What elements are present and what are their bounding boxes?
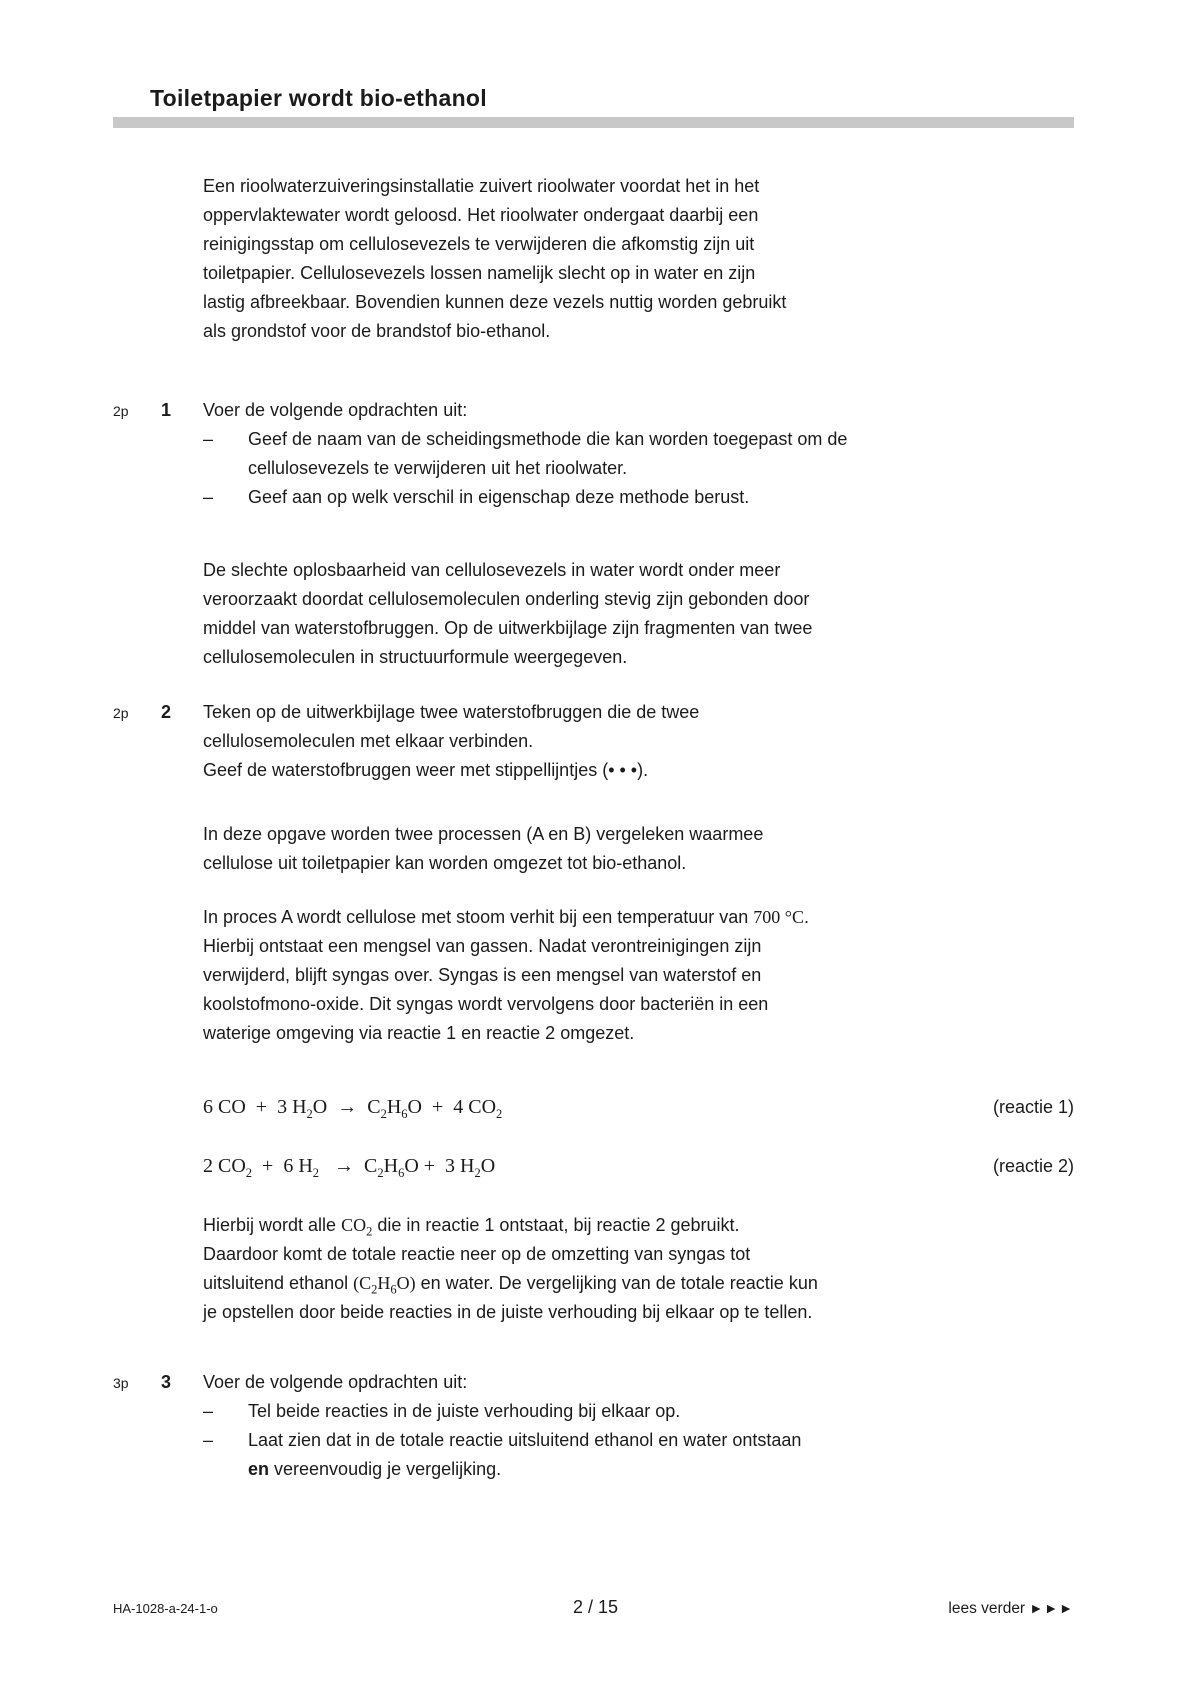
question-2 <box>113 698 1074 785</box>
reaction-2-label: (reactie 2) <box>992 1156 1074 1176</box>
question-2-number: 2 <box>161 702 172 722</box>
list-item <box>203 483 1074 512</box>
hydrogen-bonds-paragraph: De slechte oplosbaarheid van cellulosevezels in water wordt onder meer veroorzaakt doordat cellulosemoleculen onderling stevig zijn gebonden door middel van waterstofbruggen. Op de uitwerkbijlage zijn fragmenten van twee cellulosemoleculen in structuurformule weergegeven. <box>203 560 813 667</box>
question-1 <box>113 396 1074 512</box>
question-1-bullet-2: Geef aan op welk verschil in eigenschap deze methode berust. <box>248 487 750 507</box>
list-item <box>203 1397 1074 1426</box>
question-2-stem: Teken op de uitwerkbijlage twee waterstofbruggen die de twee cellulosemoleculen met elkaar verbinden. Geef de waterstofbruggen weer met stippellijntjes (• • •). <box>203 702 700 780</box>
question-1-points: 2p <box>113 403 129 419</box>
list-item <box>203 425 1074 483</box>
continue-text: lees verder <box>948 1600 1026 1617</box>
bullet-dash: – <box>203 1401 214 1421</box>
process-a-paragraph: In proces A wordt cellulose met stoom verhit bij een temperatuur van 700 °C. Hierbij ontstaat een mengsel van gassen. Nadat verontreinigingen zijn verwijderd, blijft syngas over. Syngas is een mengsel van waterstof en koolstofmono-oxide. Dit syngas wordt vervolgens door bacteriën in een waterige omgeving via reactie 1 en reactie 2 omgezet. <box>203 907 810 1043</box>
reaction-1-row <box>203 1093 1074 1122</box>
continue-arrows-icon: ►►► <box>1029 1600 1074 1616</box>
intro-paragraph: Een rioolwaterzuiveringsinstallatie zuivert rioolwater voordat het in het oppervlaktewater wordt geloosd. Het rioolwater ondergaat daarbij een reinigingsstap om cellulosevezels te verwijderen die afkomstig zijn uit toiletpapier. Cellulosevezels lossen namelijk slecht op in water en zijn lastig afbreekbaar. Bovendien kunnen deze vezels nuttig worden gebruikt als grondstof voor de brandstof bio-ethanol. <box>203 176 787 341</box>
bullet-dash: – <box>203 1430 214 1450</box>
question-2-body <box>203 698 1074 785</box>
total-reaction-paragraph: Hierbij wordt alle $CO_2$ die in reactie 1 ontstaat, bij reactie 2 gebruikt. Daardoor komt de totale reactie neer op de omzetting van syngas tot uitsluitend ethanol $(C_2H_6O)$ en water. De vergelijking van de totale reactie kun je opstellen door beide reacties in de juiste verhouding bij elkaar op te tellen. <box>203 1215 818 1322</box>
question-2-points: 2p <box>113 705 129 721</box>
reaction-2-equation: 2 $CO_2 + 6$ $H_2 \to C_2H_6O + 3$ $H_2O$ <box>203 1155 496 1180</box>
question-1-bullet-1: Geef de naam van de scheidingsmethode die kan worden toegepast om de cellulosevezels te verwijderen uit het rioolwater. <box>248 429 848 478</box>
processes-intro-paragraph: In deze opgave worden twee processen (A en B) vergeleken waarmee cellulose uit toiletpapier kan worden omgezet tot bio-ethanol. <box>203 824 764 873</box>
reaction-1-equation: 6 CO + 3 $H_2O \to C_2H_6O + 4$ $CO_2$ <box>203 1096 503 1121</box>
reaction-1-label: (reactie 1) <box>992 1097 1074 1117</box>
question-3-number: 3 <box>161 1372 172 1392</box>
question-3-body <box>203 1368 1074 1484</box>
bullet-dash: – <box>203 429 214 449</box>
question-1-number: 1 <box>161 400 172 420</box>
question-1-stem: Voer de volgende opdrachten uit: <box>203 400 468 420</box>
question-3-stem: Voer de volgende opdrachten uit: <box>203 1372 468 1392</box>
question-3-bullet-2: Laat zien dat in de totale reactie uitsluitend ethanol en water ontstaan en vereenvoudig je vergelijking. <box>248 1430 802 1479</box>
page-number: 2 / 15 <box>572 1597 619 1617</box>
question-3-points: 3p <box>113 1375 129 1391</box>
list-item <box>203 1426 1074 1484</box>
page-title: Toiletpapier wordt bio-ethanol <box>150 85 487 111</box>
question-3-bullet-1: Tel beide reacties in de juiste verhouding bij elkaar op. <box>248 1401 681 1421</box>
bullet-dash: – <box>203 487 214 507</box>
question-1-body <box>203 396 1074 512</box>
document-code: HA-1028-a-24-1-o <box>113 1601 218 1616</box>
question-3 <box>113 1368 1074 1484</box>
title-underline-bar <box>113 117 1074 128</box>
reaction-2-row <box>203 1152 1074 1181</box>
continue-indicator <box>948 1599 1074 1618</box>
